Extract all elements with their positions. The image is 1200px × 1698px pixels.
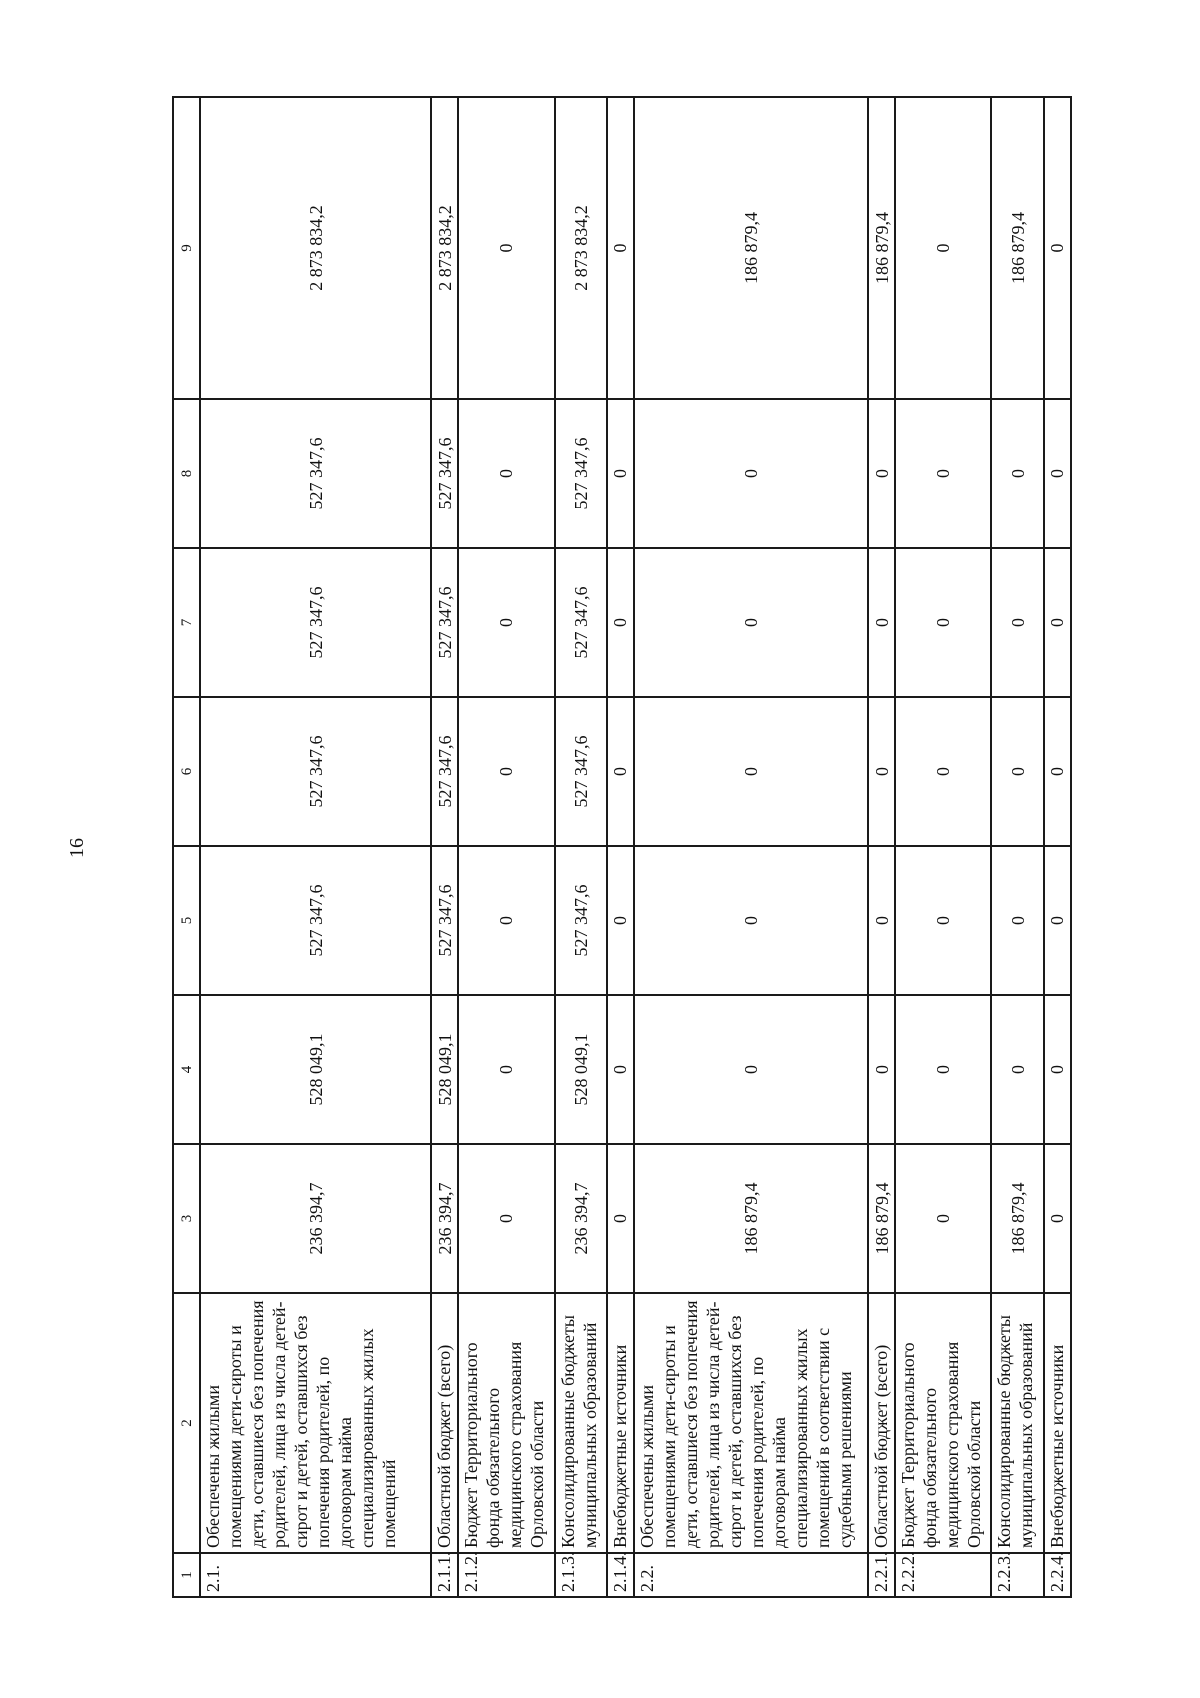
row-value: 0 (868, 548, 895, 697)
row-value: 186 879,4 (868, 97, 895, 399)
row-value: 0 (895, 995, 991, 1144)
row-code: 2.2.3. (991, 1553, 1043, 1597)
budget-table (172, 96, 1072, 1598)
column-header: 3 (173, 1144, 200, 1293)
row-value: 0 (634, 399, 868, 548)
row-value: 0 (634, 995, 868, 1144)
row-value: 0 (991, 697, 1043, 846)
row-value: 0 (607, 548, 634, 697)
rotated-sheet (66, 98, 1072, 1598)
row-value: 2 873 834,2 (431, 97, 458, 399)
row-value: 0 (607, 995, 634, 1144)
row-value: 186 879,4 (868, 1144, 895, 1293)
table-row (458, 97, 554, 1597)
row-value: 0 (868, 697, 895, 846)
row-value: 236 394,7 (431, 1144, 458, 1293)
row-value: 0 (895, 697, 991, 846)
row-value: 0 (895, 1144, 991, 1293)
row-value: 2 873 834,2 (200, 97, 431, 399)
row-value: 527 347,6 (200, 548, 431, 697)
row-value: 0 (895, 399, 991, 548)
page-number: 16 (66, 838, 88, 858)
table-row (555, 97, 607, 1597)
row-code: 2.2.1. (868, 1553, 895, 1597)
row-value: 0 (1044, 995, 1071, 1144)
row-value: 0 (634, 697, 868, 846)
row-value: 0 (634, 846, 868, 995)
row-value: 0 (634, 548, 868, 697)
row-code: 2.2.4. (1044, 1553, 1071, 1597)
header-row (173, 97, 200, 1597)
row-value: 527 347,6 (555, 846, 607, 995)
row-value: 0 (458, 846, 554, 995)
row-value: 0 (1044, 97, 1071, 399)
row-value: 528 049,1 (555, 995, 607, 1144)
column-header: 5 (173, 846, 200, 995)
row-value: 527 347,6 (431, 846, 458, 995)
row-name: Внебюджетные источники (1044, 1293, 1071, 1553)
row-value: 0 (458, 1144, 554, 1293)
table-row (200, 97, 431, 1597)
row-code: 2.1.1. (431, 1553, 458, 1597)
table-row (868, 97, 895, 1597)
row-name: Консолидированные бюджеты муниципальных образований (555, 1293, 607, 1553)
row-value: 0 (458, 399, 554, 548)
row-code: 2.2.2. (895, 1553, 991, 1597)
row-value: 0 (868, 995, 895, 1144)
row-value: 0 (458, 697, 554, 846)
row-value: 0 (607, 97, 634, 399)
row-name: Бюджет Территориального фонда обязательного медицинского страхования Орловской области (895, 1293, 991, 1553)
row-value: 0 (1044, 697, 1071, 846)
row-value: 527 347,6 (200, 697, 431, 846)
row-name: Бюджет Территориального фонда обязательного медицинского страхования Орловской области (458, 1293, 554, 1553)
row-value: 0 (1044, 1144, 1071, 1293)
row-value: 0 (607, 399, 634, 548)
row-name: Областной бюджет (всего) (431, 1293, 458, 1553)
column-header: 2 (173, 1293, 200, 1553)
row-value: 527 347,6 (555, 399, 607, 548)
row-value: 0 (607, 846, 634, 995)
row-value: 186 879,4 (634, 97, 868, 399)
row-value: 527 347,6 (200, 399, 431, 548)
row-code: 2.1.4. (607, 1553, 634, 1597)
row-value: 0 (868, 399, 895, 548)
row-value: 0 (458, 995, 554, 1144)
table-row (431, 97, 458, 1597)
row-value: 0 (991, 995, 1043, 1144)
table-row (1044, 97, 1071, 1597)
row-value: 0 (1044, 399, 1071, 548)
column-header: 7 (173, 548, 200, 697)
column-header: 1 (173, 1553, 200, 1597)
row-value: 527 347,6 (431, 399, 458, 548)
row-name: Обеспечены жилыми помещениями дети-сироты и дети, оставшиеся без попечения родителей, лица из числа детей-сирот и детей, оставшихся без попечения родителей, по договорам найма специализированных жилых помещений в соответствии с судебными решениями (634, 1293, 868, 1553)
table-row (634, 97, 868, 1597)
row-code: 2.1. (200, 1553, 431, 1597)
row-value: 0 (991, 548, 1043, 697)
row-code: 2.2. (634, 1553, 868, 1597)
column-header: 9 (173, 97, 200, 399)
column-header: 4 (173, 995, 200, 1144)
row-code: 2.1.3. (555, 1553, 607, 1597)
column-header: 6 (173, 697, 200, 846)
row-value: 186 879,4 (991, 97, 1043, 399)
row-name: Консолидированные бюджеты муниципальных образований (991, 1293, 1043, 1553)
row-value: 527 347,6 (555, 548, 607, 697)
row-value: 0 (895, 548, 991, 697)
row-value: 0 (607, 697, 634, 846)
row-value: 0 (895, 846, 991, 995)
row-value: 0 (991, 399, 1043, 548)
row-value: 2 873 834,2 (555, 97, 607, 399)
row-value: 236 394,7 (200, 1144, 431, 1293)
row-name: Обеспечены жилыми помещениями дети-сироты и дети, оставшиеся без попечения родителей, лица из числа детей-сирот и детей, оставшихся без попечения родителей, по договорам найма специализированных жилых помещений (200, 1293, 431, 1553)
table-row (991, 97, 1043, 1597)
row-value: 0 (868, 846, 895, 995)
table-row (607, 97, 634, 1597)
row-value: 528 049,1 (200, 995, 431, 1144)
row-value: 186 879,4 (634, 1144, 868, 1293)
row-name: Внебюджетные источники (607, 1293, 634, 1553)
row-value: 186 879,4 (991, 1144, 1043, 1293)
table-row (895, 97, 991, 1597)
row-value: 0 (1044, 846, 1071, 995)
row-value: 236 394,7 (555, 1144, 607, 1293)
row-value: 527 347,6 (200, 846, 431, 995)
row-value: 528 049,1 (431, 995, 458, 1144)
column-header: 8 (173, 399, 200, 548)
row-value: 0 (991, 846, 1043, 995)
row-value: 527 347,6 (555, 697, 607, 846)
row-code: 2.1.2. (458, 1553, 554, 1597)
row-value: 527 347,6 (431, 697, 458, 846)
row-value: 0 (458, 548, 554, 697)
row-name: Областной бюджет (всего) (868, 1293, 895, 1553)
row-value: 0 (1044, 548, 1071, 697)
row-value: 0 (458, 97, 554, 399)
row-value: 0 (895, 97, 991, 399)
row-value: 0 (607, 1144, 634, 1293)
row-value: 527 347,6 (431, 548, 458, 697)
